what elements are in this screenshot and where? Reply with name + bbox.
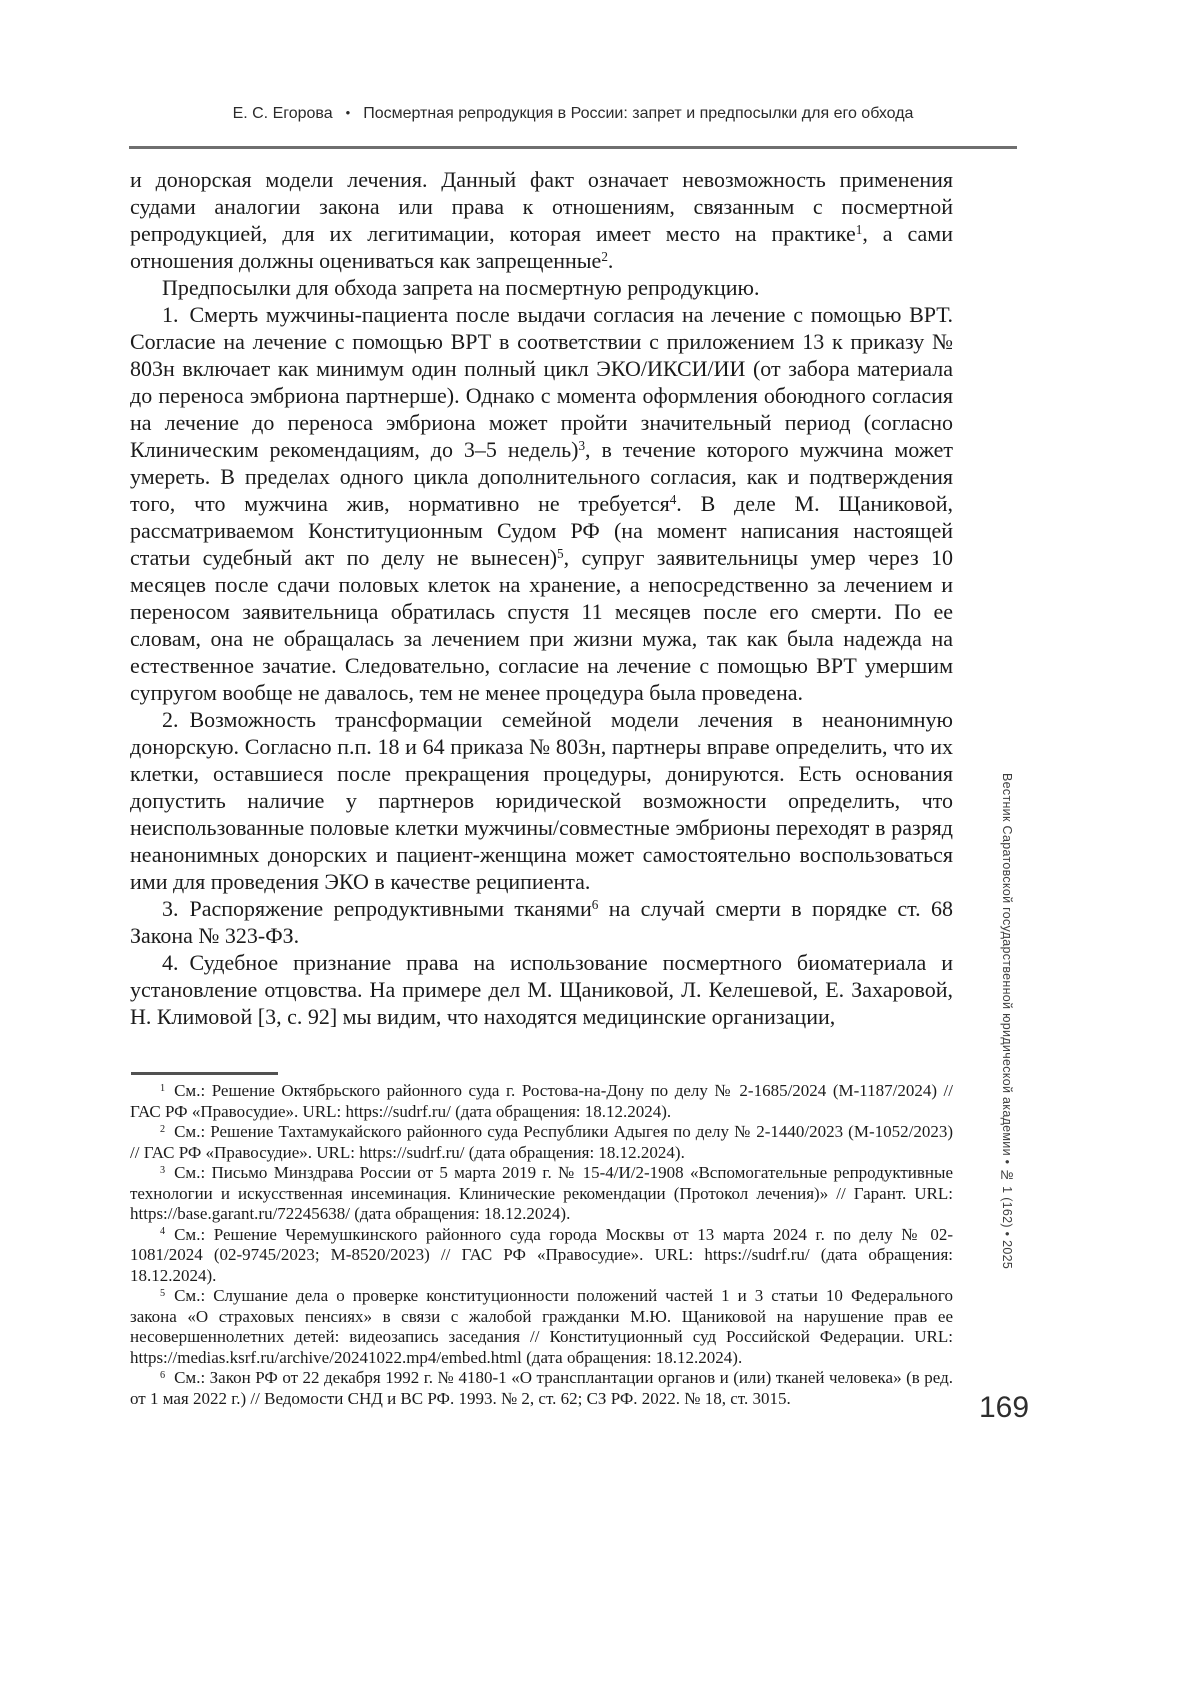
body-paragraph: 2. Возможность трансформации семейной модели лечения в неанонимную донорскую. Согласно п.п. 18 и 64 приказа № 803н, партнеры вправе определить, что их клетки, оставшиеся после прекращения процедуры, донируются. Есть основания допустить наличие у партнеров юридической возможности определить, что неиспользованные половые клетки мужчины/совместные эмбрионы переходят в разряд неанонимных донорских и пациент-женщина может самостоятельно воспользоваться ими для проведения ЭКО в качестве реципиента.: [130, 707, 953, 894]
footnote-ref: 5: [557, 546, 564, 562]
journal-sidebar-vertical-title: Вестник Саратовской государственной юридической академии • № 1 (162) • 2025: [1000, 773, 1014, 1270]
running-header-bullet: •: [345, 105, 351, 120]
footnote-number: 2: [160, 1123, 166, 1135]
footnote-ref: 6: [591, 897, 599, 913]
footnote-text: См.: Письмо Минздрава России от 5 марта 2019 г. № 15-4/И/2-1908 «Вспомогательные репродуктивные технологии и искусственная инсеминация. Клинические рекомендации (Протокол лечения)» // Гарант. URL: https://base.garant.ru/72245638/ (дата обращения: 18.12.2024).: [130, 1163, 953, 1223]
body-paragraph: Предпосылки для обхода запрета на посмертную репродукцию.: [162, 275, 760, 300]
footnote-text: См.: Слушание дела о проверке конституционности положений частей 1 и 3 статьи 10 Федерального закона «О страховых пенсиях» в связи с жалобой гражданки М.Ю. Щаниковой на нарушение прав ее несовершеннолетних детей: видеозапись заседания // Конституционный суд Российской Федерации. URL: https://medias.ksrf.ru/archive/20241022.mp4/embed.html (дата обращения: 18.12.2024).: [130, 1286, 953, 1367]
footnotes: [130, 1081, 953, 1409]
footnote-text: См.: Решение Октябрьского районного суда г. Ростова-на-Дону по делу № 2-1685/2024 (М-1187/2024) // ГАС РФ «Правосудие». URL: https://sudrf.ru/ (дата обращения: 18.12.2024).: [130, 1081, 953, 1121]
footnote-item: [130, 1286, 953, 1368]
running-header-author: Е. С. Егорова: [232, 105, 333, 122]
footnote-number: 6: [160, 1369, 166, 1381]
footnote-ref: 3: [578, 438, 586, 454]
footnote-text: См.: Закон РФ от 22 декабря 1992 г. № 4180-1 «О трансплантации органов и (или) тканей человека» (в ред. от 1 мая 2022 г.) // Ведомости СНД и ВС РФ. 1993. № 2, ст. 62; СЗ РФ. 2022. № 18, ст. 3015.: [130, 1368, 953, 1408]
footnote-ref: 4: [669, 492, 677, 508]
body-paragraph: 3. Распоряжение репродуктивными тканями$^6$ на случай смерти в порядке ст. 68 Закона № 323-ФЗ.: [130, 896, 953, 948]
footnote-item: [130, 1163, 953, 1225]
article-body: [130, 166, 953, 1030]
footnote-separator-rule: [131, 1072, 278, 1075]
page-number: 169: [979, 1391, 1030, 1424]
footnote-item: [130, 1368, 953, 1409]
header-rule: [129, 146, 1017, 149]
footnote-number: 3: [160, 1164, 166, 1176]
footnote-text: См.: Решение Черемушкинского районного суда города Москвы от 13 марта 2024 г. по делу № 02-1081/2024 (02-9745/2023; М-8520/2023) // ГАС РФ «Правосудие». URL: https://sudrf.ru/ (дата обращения: 18.12.2024).: [130, 1224, 953, 1285]
body-paragraph: 4. Судебное признание права на использование посмертного биоматериала и установление отцовства. На примере дел М. Щаниковой, Л. Келешевой, Е. Захаровой, Н. Климовой [3, с. 92] мы видим, что находятся медицинские организации,: [130, 950, 953, 1029]
footnote-ref: 2: [601, 249, 608, 265]
body-paragraph: и донорская модели лечения. Данный факт означает невозможность применения судами аналогии закона или права к отношениям, связанным с посмертной репродукцией, для их легитимации, которая имеет место на практике$^1$, а сами отношения должны оцениваться как запрещенные$^2$.: [130, 167, 954, 273]
running-header: [129, 103, 1017, 124]
footnote-item: [130, 1225, 953, 1287]
footnote-number: 5: [160, 1287, 166, 1299]
footnote-ref: 1: [855, 222, 863, 238]
footnote-number: 1: [160, 1082, 166, 1094]
body-paragraph: 1. Смерть мужчины-пациента после выдачи согласия на лечение с помощью ВРТ. Согласие на лечение с помощью ВРТ в соответствии с приложением 13 к приказу № 803н включает как минимум один полный цикл ЭКО/ИКСИ/ИИ (от забора материала до переноса эмбриона партнерше). Однако с момента оформления обоюдного согласия на лечение до переноса эмбриона может пройти значительный период (согласно Клиническим рекомендациям, до 3–5 недель)$^3$, в течение которого мужчина может умереть. В пределах одного цикла дополнительного согласия, как и подтверждения того, что мужчина жив, нормативно не требуется$^4$. В деле М. Щаниковой, рассматриваемом Конституционным Судом РФ (на момент написания настоящей статьи судебный акт по делу не вынесен)$^5$, супруг заявительницы умер через 10 месяцев после сдачи половых клеток на хранение, а непосредственно за лечением и переносом заявительница обратилась спустя 11 месяцев после его смерти. По ее словам, она не обращалась за лечением при жизни мужа, так как была надежда на естественное зачатие. Следовательно, согласие на лечение с помощью ВРТ умершим супругом вообще не давалось, тем не менее процедура была проведена.: [130, 302, 953, 705]
running-header-title: Посмертная репродукция в России: запрет и предпосылки для его обхода: [363, 105, 914, 122]
footnote-text: См.: Решение Тахтамукайского районного суда Республики Адыгея по делу № 2-1440/2023 (М-1052/2023) // ГАС РФ «Правосудие». URL: https://sudrf.ru/ (дата обращения: 18.12.2024).: [130, 1122, 953, 1162]
footnote-item: [130, 1081, 953, 1122]
footnote-number: 4: [160, 1226, 166, 1238]
footnote-item: [130, 1122, 953, 1163]
